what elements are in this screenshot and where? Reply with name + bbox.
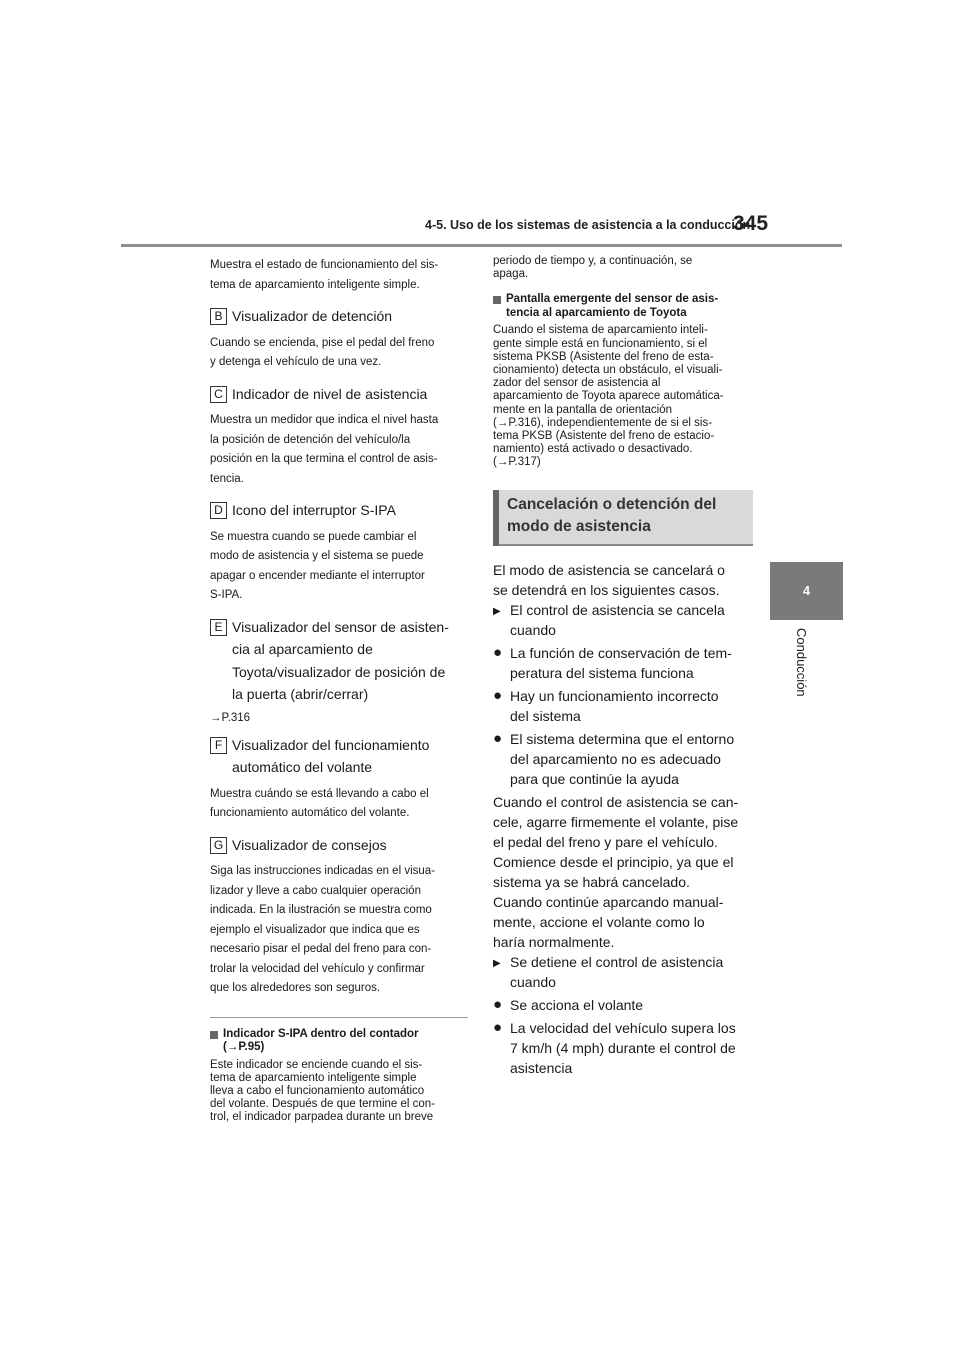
item-desc: y detenga el vehículo de una vez. (210, 356, 382, 368)
condition-list (493, 600, 753, 789)
title-line: Visualizador del sensor de asisten- (232, 618, 449, 635)
sub-body: lleva a cabo el funcionamiento automático (210, 1084, 425, 1097)
item-desc: Siga las instrucciones indicadas en el visua- (210, 865, 436, 877)
item-title: Icono del interruptor S-IPA (232, 502, 396, 518)
item-desc: indicada. En la ilustración se muestra como (210, 904, 432, 916)
list-line: El sistema determina que el entorno (510, 730, 735, 747)
list-line: 7 km/h (4 mph) durante el control de (510, 1039, 736, 1056)
body-line: Cuando continúe aparcando manual- (493, 893, 724, 910)
sub-body: del volante. Después de que termine el con- (210, 1098, 436, 1111)
sub-body: trol, el indicador parpadea durante un breve (210, 1111, 434, 1124)
list-item (493, 686, 753, 726)
sub-body: Cuando el sistema de aparcamiento inteli- (493, 324, 708, 337)
sub-body: zador del sensor de asistencia al (493, 377, 661, 390)
list-line: cuando (510, 621, 556, 638)
chapter-tab: 4 (770, 562, 843, 620)
header-title: 4-5. Uso de los sistemas de asistencia a la conducción (425, 218, 751, 232)
subsection-heading (210, 1028, 468, 1055)
cont-line: apaga. (493, 268, 529, 281)
item-e (210, 616, 468, 706)
heading-line: Cancelación o detención del (507, 495, 717, 513)
list-line: del aparcamiento no es adecuado (510, 750, 721, 767)
item-desc: trolar la velocidad del vehículo y confirmar (210, 962, 425, 975)
sub-body: cionamiento) detecta un obstáculo, el visuali- (493, 364, 723, 377)
item-title: Indicador de nivel de asistencia (232, 385, 428, 402)
item-desc: posición en la que termina el control de asis- (210, 453, 438, 465)
chapter-label: Conducción (794, 628, 809, 697)
body-line: se detendrá en los siguientes casos. (493, 581, 720, 598)
item-desc: Cuando se encienda, pise el pedal del freno (210, 336, 435, 349)
list-line: para que continúe la ayuda (510, 770, 679, 787)
item-desc: modo de asistencia y el sistema se puede (210, 550, 424, 562)
list-line: Se acciona el volante (510, 996, 644, 1013)
body-line: sistema ya se habrá cancelado. (493, 873, 690, 890)
page-reference: →P.316 (210, 711, 251, 724)
list-item (493, 995, 753, 1015)
item-desc: ejemplo el visualizador que indica que es (210, 923, 420, 936)
list-line: Hay un funcionamiento incorrecto (510, 687, 719, 704)
item-title (232, 616, 449, 706)
item-desc: tencia. (210, 472, 244, 485)
body-line: haría normalmente. (493, 933, 615, 950)
section-divider (210, 1017, 468, 1018)
body-line: Cuando el control de asistencia se can- (493, 793, 739, 810)
list-line: La función de conservación de tem- (510, 644, 732, 661)
badge-g: G (210, 837, 227, 854)
title-line: la puerta (abrir/cerrar) (232, 686, 369, 702)
intro-line: tema de aparcamiento inteligente simple. (210, 278, 420, 291)
triangle-bullet-icon: ▶ (493, 605, 501, 617)
title-line: automático del volante (232, 759, 373, 775)
title-line: cia al aparcamiento de (232, 641, 373, 657)
list-line: cuando (510, 973, 556, 990)
intro-line: Muestra el estado de funcionamiento del sis- (210, 259, 439, 271)
sub-body: sistema PKSB (Asistente del freno de esta- (493, 350, 714, 363)
page-number: 345 (733, 212, 769, 235)
sub-body: aparcamiento de Toyota aparece automática- (493, 390, 724, 403)
sub-body: namiento) está activado o desactivado. (493, 443, 693, 456)
title-line: Visualizador del funcionamiento (232, 736, 430, 753)
header-rule (121, 244, 842, 247)
item-desc: necesario pisar el pedal del freno para con- (210, 943, 432, 955)
body-line: cele, agarre firmemente el volante, pise (493, 813, 739, 830)
item-d (210, 499, 468, 522)
heading-line: modo de asistencia (507, 517, 651, 535)
dot-bullet-icon: ● (493, 686, 503, 704)
section-heading (493, 490, 753, 546)
sub-body: gente simple está en funcionamiento, si el (493, 337, 708, 350)
cont-line: periodo de tiempo y, a continuación, se (493, 255, 693, 267)
item-c (210, 383, 468, 406)
dot-bullet-icon: ● (493, 1018, 503, 1036)
item-g (210, 834, 468, 857)
list-item (493, 952, 753, 992)
item-desc: apagar o encender mediante el interruptor (210, 569, 425, 582)
badge-e: E (210, 619, 227, 636)
item-desc: Muestra un medidor que indica el nivel hasta (210, 414, 439, 426)
body-line: mente, accione el volante como lo (493, 913, 705, 930)
body-line: Comience desde el principio, ya que el (493, 853, 734, 870)
dot-bullet-icon: ● (493, 643, 503, 661)
badge-b: B (210, 308, 227, 325)
item-title: Visualizador de consejos (232, 836, 387, 853)
list-line: asistencia (510, 1059, 573, 1076)
subhead-line: Indicador S-IPA dentro del contador (223, 1027, 419, 1040)
item-desc: que los alrededores son seguros. (210, 982, 381, 994)
list-item (493, 729, 753, 789)
sub-body: tema PKSB (Asistente del freno de estacio- (493, 430, 715, 443)
subsection-heading (493, 293, 753, 320)
subhead-line: Pantalla emergente del sensor de asis- (506, 293, 719, 306)
condition-list (493, 952, 753, 1078)
item-desc: Muestra cuándo se está llevando a cabo el (210, 787, 429, 800)
sub-body: tema de aparcamiento inteligente simple (210, 1071, 417, 1084)
body-line: El modo de asistencia se cancelará o (493, 561, 725, 578)
list-line: La velocidad del vehículo supera los (510, 1019, 736, 1036)
body-line: el pedal del freno y pare el vehículo. (493, 833, 718, 850)
item-desc: Se muestra cuando se puede cambiar el (210, 530, 417, 543)
left-column (210, 256, 468, 1125)
triangle-bullet-icon: ▶ (493, 957, 501, 969)
item-title (232, 734, 429, 779)
dot-bullet-icon: ● (493, 995, 503, 1013)
list-item (493, 643, 753, 683)
list-item (493, 1018, 753, 1078)
square-bullet-icon (210, 1031, 218, 1039)
sub-body: (→P.316), independientemente de si el sis- (493, 416, 713, 429)
square-bullet-icon (493, 296, 501, 304)
right-column (493, 255, 753, 1081)
item-desc: funcionamiento automático del volante. (210, 807, 410, 819)
subhead-line: (→P.95) (223, 1041, 265, 1053)
item-desc: S-IPA. (210, 589, 243, 601)
list-line: El control de asistencia se cancela (510, 601, 725, 618)
sub-body: (→P.317) (493, 456, 541, 469)
item-title: Visualizador de detención (232, 308, 393, 324)
list-line: Se detiene el control de asistencia (510, 953, 724, 970)
sub-body: Este indicador se enciende cuando el sis- (210, 1058, 423, 1071)
title-line: Toyota/visualizador de posición de (232, 663, 446, 680)
badge-f: F (210, 737, 227, 754)
item-desc: lizador y lleve a cabo cualquier operación (210, 884, 421, 897)
sub-body: mente en la pantalla de orientación (493, 403, 673, 416)
list-item (493, 600, 753, 640)
badge-c: C (210, 386, 227, 403)
subhead-line: tencia al aparcamiento de Toyota (506, 306, 687, 319)
item-b (210, 305, 468, 328)
dot-bullet-icon: ● (493, 729, 503, 747)
list-line: del sistema (510, 707, 581, 724)
item-desc: la posición de detención del vehículo/la (210, 433, 411, 446)
item-f (210, 734, 468, 779)
badge-d: D (210, 502, 227, 519)
list-line: peratura del sistema funciona (510, 664, 694, 681)
